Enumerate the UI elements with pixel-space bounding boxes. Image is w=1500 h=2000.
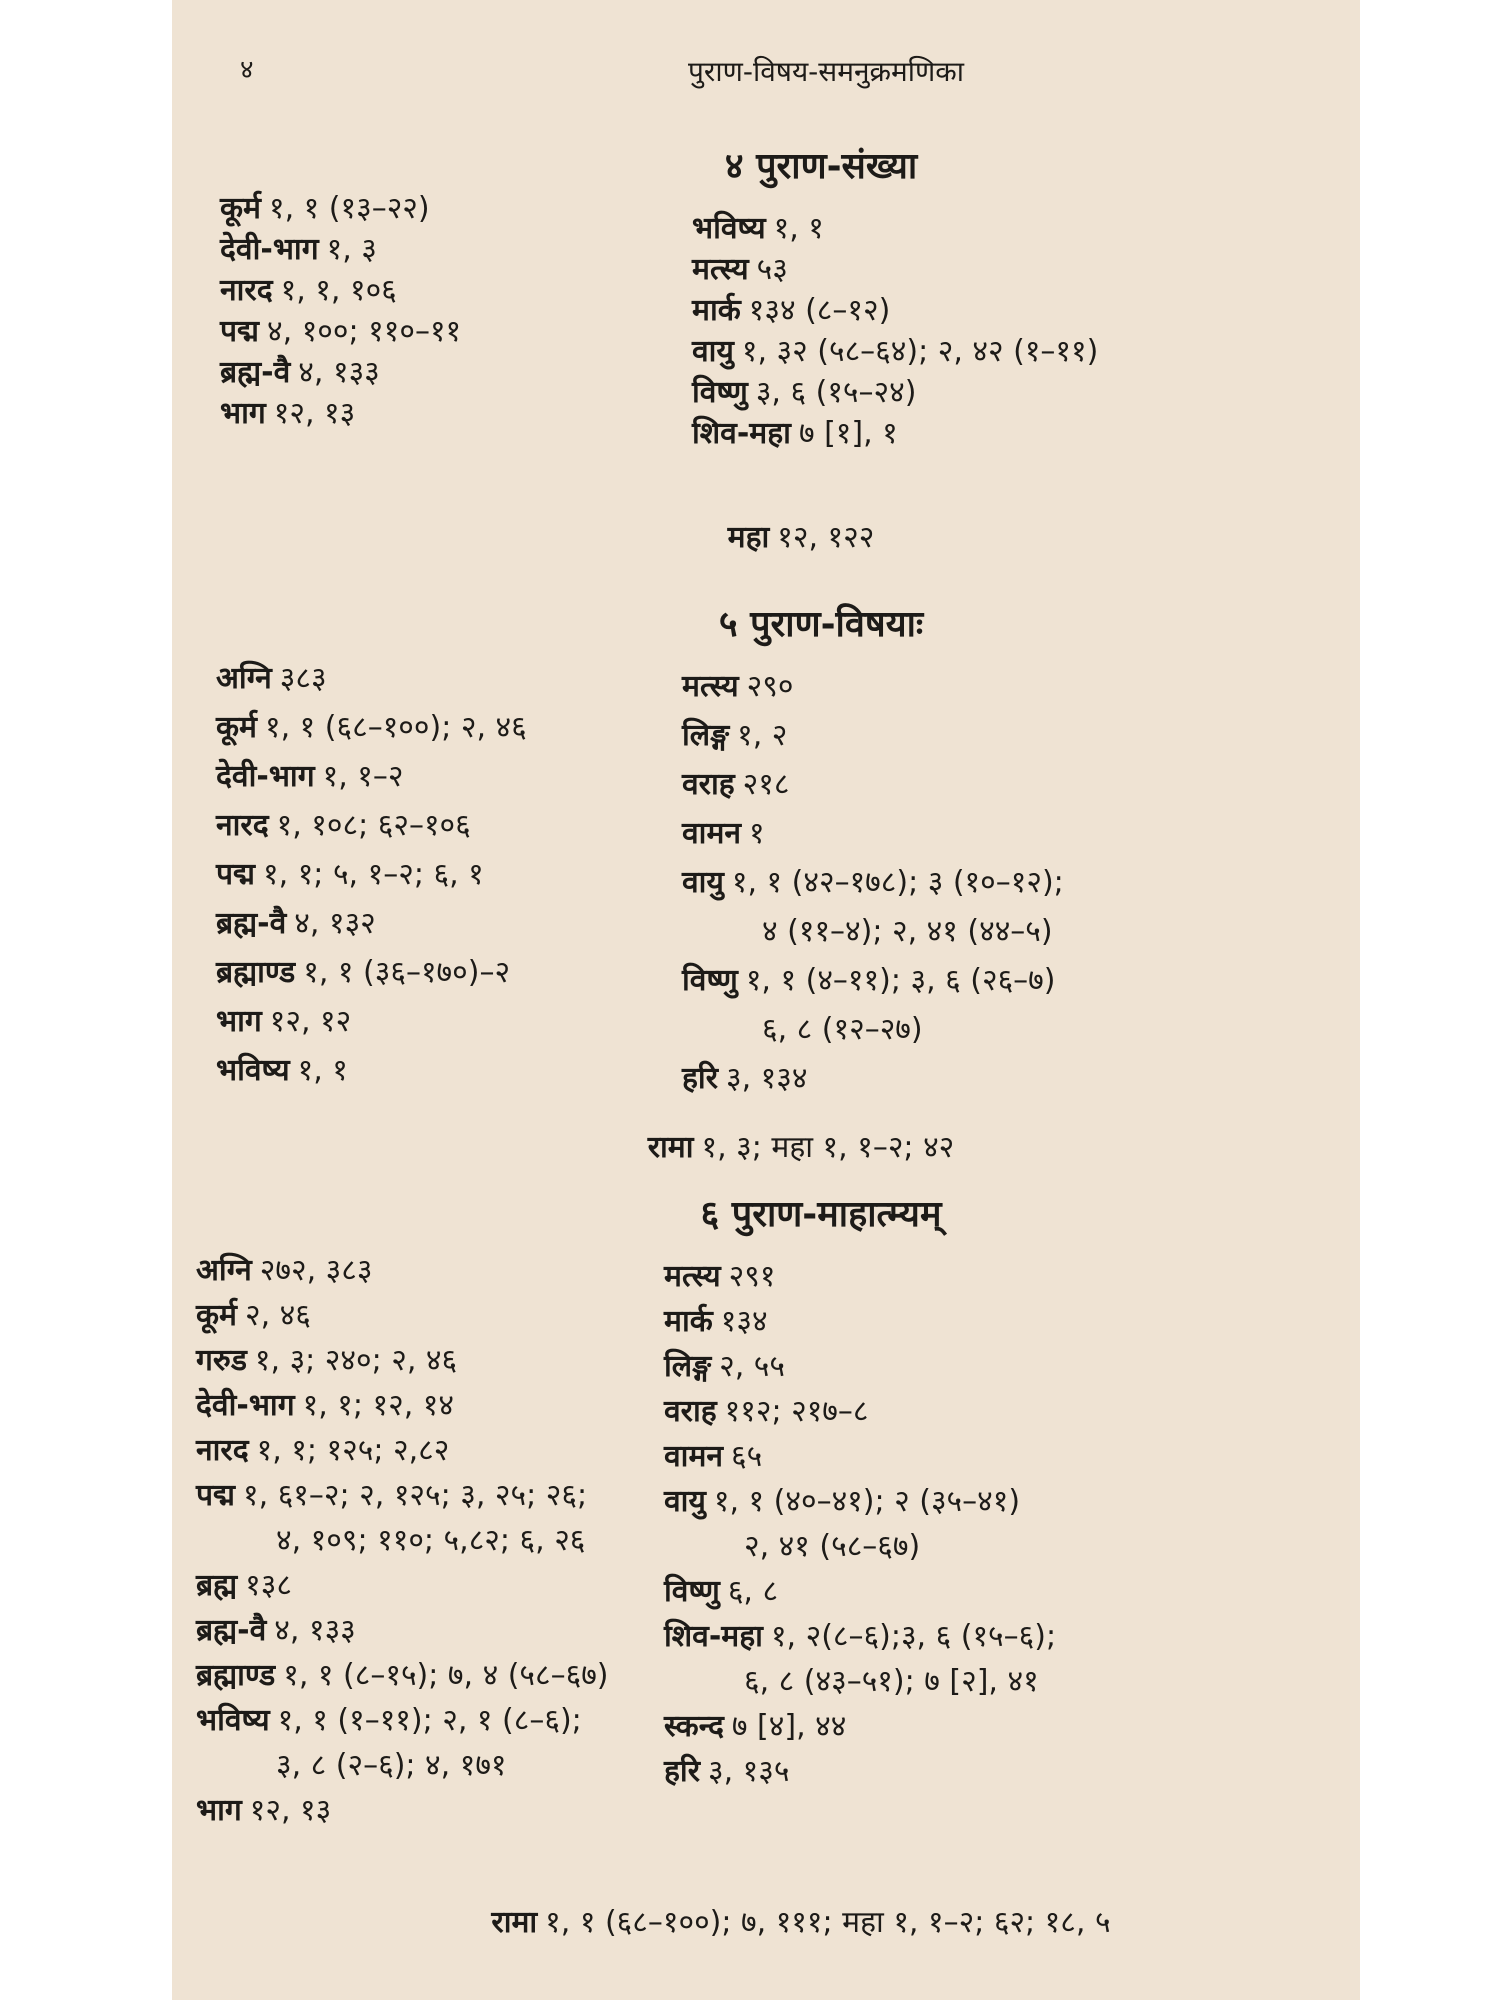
entry-term: मार्क bbox=[692, 293, 741, 328]
entry-term: पद्म bbox=[216, 857, 256, 892]
entry-term: लिङ्ग bbox=[682, 718, 730, 753]
index-entry bbox=[682, 864, 1064, 902]
entry-term: भविष्य bbox=[692, 211, 766, 246]
running-title: पुराण-विषय-समनुक्रमणिका bbox=[687, 55, 965, 88]
section-footer-entry bbox=[172, 1125, 1360, 1166]
entry-term: अग्नि bbox=[216, 661, 272, 696]
index-entry bbox=[220, 395, 355, 433]
index-entry bbox=[196, 1387, 454, 1425]
entry-term: वायु bbox=[664, 1484, 706, 1519]
entry-term: नारद bbox=[196, 1433, 249, 1468]
entry-term: मत्स्य bbox=[682, 669, 739, 704]
entry-reference-continued: ६, ८ (१२–२७) bbox=[762, 1012, 923, 1047]
entry-reference: १, ३; महा १, १–२; ४२ bbox=[701, 1130, 955, 1165]
entry-term: वराह bbox=[682, 767, 735, 802]
index-entry bbox=[692, 292, 890, 330]
index-entry bbox=[196, 1657, 609, 1695]
entry-reference: १२, १३ bbox=[273, 396, 356, 431]
entry-term: पद्म bbox=[220, 314, 260, 349]
entry-term: ब्रह्म-वै bbox=[196, 1613, 267, 1648]
index-entry bbox=[196, 1297, 311, 1335]
entry-reference: ६५ bbox=[731, 1439, 763, 1474]
index-entry bbox=[196, 1432, 449, 1470]
index-entry bbox=[216, 856, 484, 894]
entry-reference: २९० bbox=[746, 669, 794, 704]
index-entry bbox=[196, 1342, 457, 1380]
entry-reference: १, १ (६८–१००); ७, १११; महा १, १–२; ६२; १८, ५ bbox=[545, 1905, 1111, 1940]
entry-term: मत्स्य bbox=[664, 1259, 721, 1294]
index-entry bbox=[220, 190, 430, 228]
index-entry bbox=[216, 905, 376, 943]
index-entry bbox=[664, 1708, 846, 1746]
index-entry bbox=[220, 231, 377, 269]
entry-reference: १, ६१–२; २, १२५; ३, २५; २६; bbox=[243, 1478, 588, 1513]
index-entry bbox=[220, 354, 380, 392]
index-entry bbox=[664, 1258, 775, 1296]
entry-term: ब्रह्म-वै bbox=[216, 906, 287, 941]
index-entry bbox=[692, 251, 788, 289]
index-entry bbox=[196, 1612, 356, 1650]
entry-term: रामा bbox=[647, 1130, 694, 1165]
entry-term: महा bbox=[727, 520, 770, 555]
entry-term: भाग bbox=[216, 1004, 262, 1039]
entry-term: ब्रह्म-वै bbox=[220, 355, 291, 390]
entry-reference: ११२; २१७–८ bbox=[724, 1394, 869, 1429]
index-entry bbox=[664, 1753, 789, 1791]
index-entry bbox=[216, 758, 403, 796]
entry-reference: २, ४६ bbox=[244, 1298, 311, 1333]
entry-reference-continued: ३, ८ (२–६); ४, १७१ bbox=[276, 1748, 507, 1783]
index-entry bbox=[216, 660, 327, 698]
index-entry bbox=[664, 1573, 778, 1611]
entry-reference: ४, १००; ११०–११ bbox=[267, 314, 462, 349]
entry-term: कूर्म bbox=[220, 191, 261, 226]
section-heading: ६ पुराण-माहात्म्यम् bbox=[700, 1194, 942, 1235]
entry-reference: ५३ bbox=[756, 252, 788, 287]
entry-reference: १, १ (३६–१७०)–२ bbox=[303, 955, 511, 990]
entry-reference: २१८ bbox=[742, 767, 790, 802]
index-entry bbox=[692, 415, 898, 453]
index-entry bbox=[216, 1052, 348, 1090]
entry-term: रामा bbox=[491, 1905, 538, 1940]
entry-term: कूर्म bbox=[216, 710, 257, 745]
index-entry bbox=[692, 210, 824, 248]
book-page bbox=[172, 0, 1360, 2000]
entry-term: हरि bbox=[682, 1061, 718, 1096]
index-entry bbox=[682, 962, 1056, 1000]
index-entry bbox=[196, 1567, 292, 1605]
index-entry bbox=[664, 1618, 1056, 1656]
entry-term: वामन bbox=[664, 1439, 724, 1474]
entry-term: भविष्य bbox=[216, 1053, 290, 1088]
entry-term: विष्णु bbox=[682, 963, 738, 998]
entry-reference: १, १ bbox=[773, 211, 824, 246]
entry-reference: १२, १३ bbox=[249, 1793, 332, 1828]
section-heading: ५ पुराण-विषयाः bbox=[718, 604, 924, 645]
index-entry bbox=[692, 374, 916, 412]
entry-reference: १, १ (४०–४१); २ (३५–४१) bbox=[713, 1484, 1021, 1519]
entry-term: देवी-भाग bbox=[196, 1388, 295, 1423]
entry-reference: ३, ६ (१५–२४) bbox=[755, 375, 917, 410]
entry-reference: १, ३; २४०; २, ४६ bbox=[254, 1343, 458, 1378]
entry-term: नारद bbox=[216, 808, 269, 843]
entry-reference-continued: ४ (११–४); २, ४१ (४४–५) bbox=[762, 914, 1053, 949]
index-entry bbox=[196, 1477, 587, 1515]
entry-term: ब्रह्म bbox=[196, 1568, 238, 1603]
entry-reference: १२, १२२ bbox=[777, 520, 875, 555]
entry-reference: १, १ (८–१५); ७, ४ (५८–६७) bbox=[283, 1658, 609, 1693]
index-entry bbox=[196, 1792, 331, 1830]
section-footer-entry bbox=[172, 515, 1360, 556]
index-entry bbox=[664, 1303, 768, 1341]
entry-term: मत्स्य bbox=[692, 252, 749, 287]
entry-reference: ६, ८ bbox=[727, 1574, 779, 1609]
entry-reference-continued: ४, १०९; ११०; ५,८२; ६, २६ bbox=[276, 1523, 586, 1558]
index-entry bbox=[216, 807, 471, 845]
entry-reference: ४, १३३ bbox=[274, 1613, 356, 1648]
entry-reference: १, ३ bbox=[326, 232, 377, 267]
index-entry bbox=[682, 766, 789, 804]
entry-reference: २९१ bbox=[728, 1259, 776, 1294]
index-entry bbox=[216, 709, 527, 747]
entry-reference: १, १ (१३–२२) bbox=[268, 191, 430, 226]
entry-reference: १, १; ५, १–२; ६, १ bbox=[263, 857, 484, 892]
page-header bbox=[172, 50, 1360, 90]
index-entry bbox=[664, 1438, 762, 1476]
entry-reference: १, १ bbox=[297, 1053, 348, 1088]
entry-reference: १, १ (४–११); ३, ६ (२६–७) bbox=[745, 963, 1056, 998]
entry-term: देवी-भाग bbox=[220, 232, 319, 267]
entry-reference: १, १ (४२–१७८); ३ (१०–१२); bbox=[731, 865, 1064, 900]
entry-term: शिव-महा bbox=[692, 416, 791, 451]
entry-reference: २, ५५ bbox=[719, 1349, 785, 1384]
entry-term: शिव-महा bbox=[664, 1619, 763, 1654]
index-entry bbox=[220, 313, 461, 351]
index-entry bbox=[692, 333, 1098, 371]
entry-term: भविष्य bbox=[196, 1703, 270, 1738]
entry-reference: १३८ bbox=[245, 1568, 292, 1603]
entry-reference: ४, १३२ bbox=[294, 906, 376, 941]
entry-reference-continued: २, ४१ (५८–६७) bbox=[744, 1529, 921, 1564]
entry-reference: १, १ (६८–१००); २, ४६ bbox=[264, 710, 527, 745]
section-heading: ४ पुराण-संख्या bbox=[724, 146, 918, 187]
entry-reference: १३४ bbox=[720, 1304, 768, 1339]
entry-term: लिङ्ग bbox=[664, 1349, 712, 1384]
entry-term: विष्णु bbox=[692, 375, 748, 410]
entry-reference: १ bbox=[749, 816, 765, 851]
index-entry bbox=[664, 1348, 785, 1386]
entry-term: गरुड bbox=[196, 1343, 247, 1378]
index-entry bbox=[682, 1060, 807, 1098]
entry-reference: १, १; १२, १४ bbox=[302, 1388, 454, 1423]
entry-term: वामन bbox=[682, 816, 742, 851]
index-entry bbox=[216, 1003, 351, 1041]
entry-reference: १, २(८–६);३, ६ (१५–६); bbox=[770, 1619, 1057, 1654]
entry-reference: ७ [१], १ bbox=[798, 416, 898, 451]
entry-term: कूर्म bbox=[196, 1298, 237, 1333]
entry-reference: १२, १२ bbox=[269, 1004, 352, 1039]
entry-term: मार्क bbox=[664, 1304, 713, 1339]
entry-reference: ७ [४], ४४ bbox=[731, 1709, 847, 1744]
index-entry bbox=[682, 668, 793, 706]
entry-reference: १, १, १०६ bbox=[280, 273, 397, 308]
entry-reference: ३, १३४ bbox=[725, 1061, 808, 1096]
entry-reference: ४, १३३ bbox=[298, 355, 380, 390]
entry-reference: १, ३२ (५८–६४); २, ४२ (१–११) bbox=[741, 334, 1099, 369]
entry-term: वराह bbox=[664, 1394, 717, 1429]
entry-term: भाग bbox=[196, 1793, 242, 1828]
index-entry bbox=[196, 1252, 372, 1290]
entry-term: वायु bbox=[682, 865, 724, 900]
entry-term: देवी-भाग bbox=[216, 759, 315, 794]
index-entry bbox=[220, 272, 397, 310]
entry-term: हरि bbox=[664, 1754, 700, 1789]
page-number: ४ bbox=[240, 55, 254, 85]
entry-reference: १, २ bbox=[737, 718, 788, 753]
entry-reference: १, १–२ bbox=[322, 759, 404, 794]
entry-reference: १, १ (१–११); २, १ (८–६); bbox=[277, 1703, 582, 1738]
entry-term: अग्नि bbox=[196, 1253, 252, 1288]
entry-reference: १, १; १२५; २,८२ bbox=[256, 1433, 450, 1468]
entry-reference: २७२, ३८३ bbox=[259, 1253, 373, 1288]
entry-term: वायु bbox=[692, 334, 734, 369]
index-entry bbox=[196, 1702, 582, 1740]
entry-term: भाग bbox=[220, 396, 266, 431]
index-entry bbox=[664, 1483, 1020, 1521]
index-entry bbox=[664, 1393, 869, 1431]
section-footer-entry bbox=[172, 1900, 1360, 1941]
entry-reference: ३८३ bbox=[279, 661, 327, 696]
entry-reference: १, १०८; ६२–१०६ bbox=[276, 808, 471, 843]
entry-term: ब्रह्माण्ड bbox=[216, 955, 296, 990]
index-entry bbox=[682, 815, 765, 853]
entry-reference: १३४ (८–१२) bbox=[748, 293, 891, 328]
entry-reference-continued: ६, ८ (४३–५१); ७ [२], ४१ bbox=[744, 1664, 1039, 1699]
index-entry bbox=[682, 717, 787, 755]
entry-term: ब्रह्माण्ड bbox=[196, 1658, 276, 1693]
entry-term: विष्णु bbox=[664, 1574, 720, 1609]
index-entry bbox=[216, 954, 510, 992]
entry-term: नारद bbox=[220, 273, 273, 308]
entry-term: पद्म bbox=[196, 1478, 236, 1513]
entry-reference: ३, १३५ bbox=[707, 1754, 790, 1789]
entry-term: स्कन्द bbox=[664, 1709, 724, 1744]
